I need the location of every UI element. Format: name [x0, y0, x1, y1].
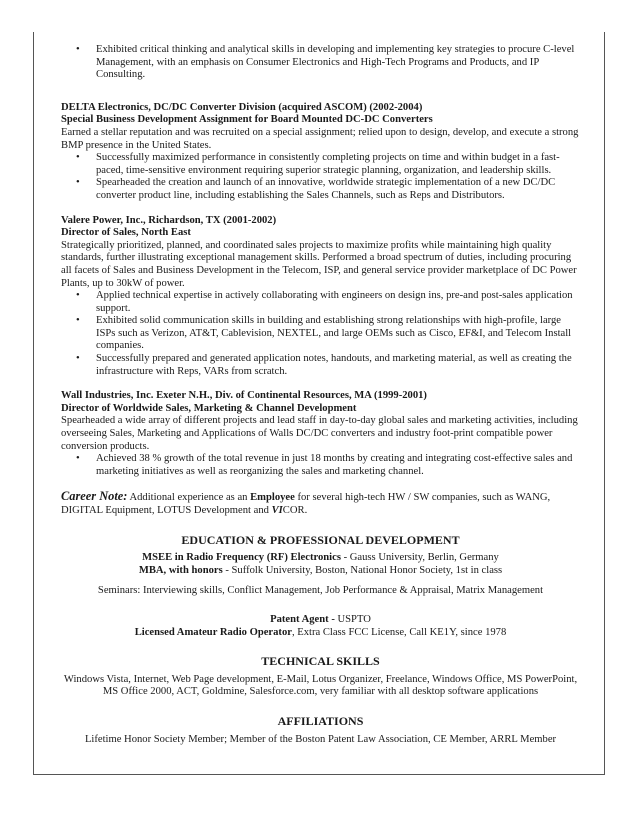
job-summary: Earned a stellar reputation and was recruited on a special assignment; relied upon to design, develop, and execute a strong BMP presence in the United States. — [61, 126, 579, 151]
technical-section — [61, 655, 580, 699]
degree-mba: MBA, with honors - Suffolk University, Boston, National Honor Society, 1st in class — [138, 564, 503, 576]
job-summary: Spearheaded a wide array of different projects and lead staff in day-to-day global sales and marketing activities, including overseeing Sales, Marketing and Applications of Walls DC/DC converters and industry foot-print compatible power conversion products. — [61, 415, 578, 452]
bullet-icon: • — [76, 353, 80, 365]
radio-license: Licensed Amateur Radio Operator, Extra Class FCC License, Call KE1Y, since 1978 — [134, 626, 507, 638]
job-company: DELTA Electronics, DC/DC Converter Division (acquired ASCOM) (2002-2004) — [61, 101, 423, 113]
section-heading: AFFILIATIONS — [277, 713, 364, 728]
patent-agent: Patent Agent - USPTO — [270, 613, 371, 625]
education-section — [61, 534, 580, 640]
list-item: • Exhibited critical thinking and analytical skills in developing and implementing key strategies to procure C-level Management, with an emphasis on Consumer Electronics and High-Tech Programs and Products, and IP Consulting. — [76, 44, 575, 81]
list-item: • Exhibited solid communication skills in building and establishing strong relationships with high-profile, large ISPs such as Verizon, AT&T, Cablevision, NEXTEL, and large OEMs such as Cisco, EF&I, and Telecom Install companies. — [76, 315, 572, 352]
job-summary: Strategically prioritized, planned, and coordinated sales projects to maximize profits while maintaining high quality standards, further illustrating exceptional management skills. Performed a broad spectrum of duties, including procuring all facets of Sales and Business Development in the Telecom, ISP, and general service provider marketplace of DC Power Plants, up to 30kW of power. — [61, 239, 577, 289]
bullet-icon: • — [76, 177, 80, 189]
job-bullets — [61, 152, 580, 202]
intro-bullet-list — [61, 44, 580, 82]
job-title: Special Business Development Assignment for Board Mounted DC-DC Converters — [61, 114, 433, 126]
list-item: • Applied technical expertise in actively collaborating with engineers on design ins, pre-and post-sales application support. — [76, 290, 573, 314]
job-title: Director of Worldwide Sales, Marketing & Channel Development — [61, 402, 357, 414]
job-delta — [61, 102, 580, 203]
job-valere — [61, 215, 580, 379]
job-bullets — [61, 453, 580, 478]
affiliations-text: Lifetime Honor Society Member; Member of the Boston Patent Law Association, CE Member, ARRL Member — [84, 733, 557, 745]
list-item: • Successfully maximized performance in consistently completing projects on time and within budget in a fast-paced, time-sensitive environment requiring superior strategic planning, organization, and leadership skills. — [76, 152, 560, 176]
affiliations-section — [61, 715, 580, 746]
bullet-icon: • — [76, 290, 80, 302]
section-heading: EDUCATION & PROFESSIONAL DEVELOPMENT — [181, 532, 460, 547]
list-item: • Achieved 38 % growth of the total revenue in just 18 months by creating and integrating cost-effective sales and marketing initiatives as well as reorganizing the sales and marketing channel. — [76, 453, 573, 477]
career-note: Career Note: Additional experience as an Employee for several high-tech HW / SW companies, such as WANG, DIGITAL Equipment, LOTUS Development and VICOR. — [61, 489, 551, 516]
job-bullets — [61, 290, 580, 378]
job-company: Valere Power, Inc., Richardson, TX (2001-2002) — [61, 214, 277, 226]
job-title: Director of Sales, North East — [61, 227, 191, 239]
degree-msee: MSEE in Radio Frequency (RF) Electronics - Gauss University, Berlin, Germany — [142, 552, 499, 564]
job-wall — [61, 390, 580, 478]
bullet-icon: • — [76, 315, 80, 327]
list-item: • Spearheaded the creation and launch of an innovative, worldwide strategic implementation of a new DC/DC converter product line, including establishing the Sales Channels, such as Reps and Distributors. — [76, 177, 556, 201]
resume-content — [61, 44, 580, 746]
section-heading: TECHNICAL SKILLS — [261, 654, 380, 669]
seminars: Seminars: Interviewing skills, Conflict Management, Job Performance & Appraisal, Matrix Management — [97, 585, 544, 597]
technical-skills-text: Windows Vista, Internet, Web Page development, E-Mail, Lotus Organizer, Freelance, Windows Office, MS PowerPoint, MS Office 2000, ACT, Goldmine, Salesforce.com, very familiar with all desktop software applications — [63, 673, 578, 698]
list-item: • Successfully prepared and generated application notes, handouts, and marketing material, as well as creating the infrastructure with Reps, VARs from scratch. — [76, 353, 572, 377]
bullet-icon: • — [76, 152, 80, 164]
bullet-icon: • — [76, 453, 80, 465]
job-company: Wall Industries, Inc. Exeter N.H., Div. of Continental Resources, MA (1999-2001) — [61, 390, 427, 402]
career-note-label: Career Note: — [61, 489, 128, 504]
bullet-icon: • — [76, 44, 80, 55]
